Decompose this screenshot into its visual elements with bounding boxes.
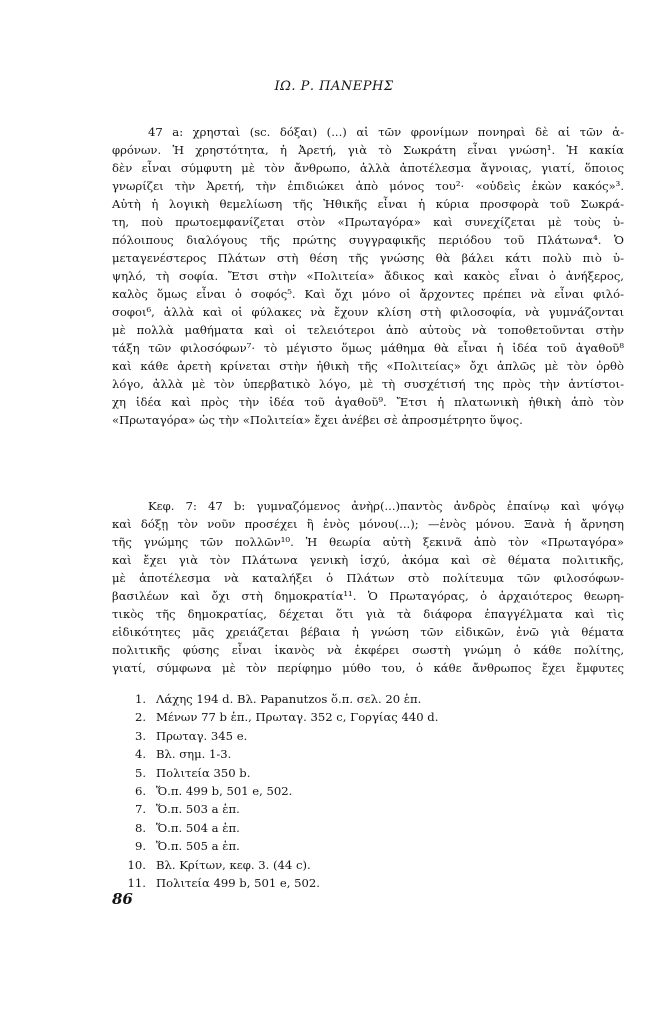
text-line: τάξη τῶν φιλοσόφων⁷· τὸ μέγιστο ὅμως μάθημα θὰ εἶναι ἡ ἰδέα τοῦ ἀγαθοῦ⁸: [112, 341, 624, 355]
footnote-text: Ὅ.π. 505 a ἑπ.: [156, 839, 240, 854]
footnote-number: 5.: [134, 765, 146, 780]
footnote-text: Ὅ.π. 504 a ἑπ.: [156, 820, 240, 835]
text-line: πόλοιπους διαλόγους τῆς πρώτης συγγραφικῆς περιόδου τοῦ Πλάτωνα⁴. Ὁ: [112, 233, 624, 247]
text-line: τη, ποὺ πρωτοεμφανίζεται στὸν «Πρωταγόρα» καὶ συνεχίζεται μὲ τοὺς ὑ-: [112, 215, 624, 229]
footnote: [112, 874, 624, 892]
text-line: μὲ πολλὰ μαθήματα καὶ οἱ τελειότεροι ἀπὸ αὐτοὺς νὰ τοποθετοῦνται στὴν: [112, 323, 624, 337]
footnotes-list: [112, 690, 624, 892]
text-line: σοφοι⁶, ἀλλὰ καὶ οἱ φύλακες νὰ ἔχουν κλίση στὴ φιλοσοφία, νὰ γυμνάζονται: [112, 305, 624, 319]
text-line: Κεφ. 7: 47 b: γυμναζόμενος ἀνὴρ(...)παντὸς ἀνδρὸς ἐπαίνῳ καὶ ψόγῳ: [148, 499, 624, 513]
text-line: πολιτικῆς φύσης εἶναι ἱκανὸς νὰ ἐκφέρει σωστὴ γνώμη ὁ κάθε πολίτης,: [112, 643, 624, 657]
footnote-text: Βλ. σημ. 1-3.: [156, 747, 232, 762]
text-line: τῆς γνώμης τῶν πολλῶν¹⁰. Ἡ θεωρία αὐτὴ ξεκινᾶ ἀπὸ τὸν «Πρωταγόρα»: [112, 535, 624, 549]
text-line: φρόνων. Ἡ χρηστότητα, ἡ Ἀρετή, γιὰ τὸ Σωκράτη εἶναι γνώση¹. Ἡ κακία: [112, 143, 624, 157]
text-line: χη ἰδέα καὶ πρὸς τὴν ἰδέα τοῦ ἀγαθοῦ⁹. Ἔτσι ἡ πλατωνικὴ ἠθικὴ ἀπὸ τὸν: [112, 395, 624, 409]
text-line: μὲ ἀποτέλεσμα νὰ καταλήξει ὁ Πλάτων στὸ πολίτευμα τῶν φιλοσόφων-: [112, 571, 624, 585]
text-line: Αὐτὴ ἡ λογικὴ θεμελίωση τῆς Ἠθικῆς εἶναι ἡ κύρια προσφορὰ τοῦ Σωκρά-: [112, 197, 624, 211]
footnote-text: Πολιτεία 499 b, 501 e, 502.: [156, 876, 320, 891]
footnote-number: 2.: [134, 710, 146, 725]
text-line: καὶ δόξῃ τὸν νοῦν προσέχει ἢ ἑνὸς μόνου(...); —ἑνὸς μόνου. Ξανὰ ἡ ἄρνηση: [112, 517, 624, 531]
page-number: 86: [112, 890, 133, 908]
footnote-text: Βλ. Κρίτων, κεφ. 3. (44 c).: [156, 857, 311, 872]
footnote-text: Πρωταγ. 345 e.: [156, 728, 248, 743]
footnote: [112, 800, 624, 818]
footnote: [112, 764, 624, 782]
text-line: βασιλέων καὶ ὄχι στὴ δημοκρατία¹¹. Ὁ Πρωταγόρας, ὁ ἀρχαιότερος θεωρη-: [112, 589, 624, 603]
footnote-text: Λάχης 194 d. Βλ. Papanutzos ὅ.π. σελ. 20 ἑπ.: [156, 692, 422, 706]
footnote: [112, 690, 624, 708]
text-line: ψηλό, τὴ σοφία. Ἔτσι στὴν «Πολιτεία» ἄδικος καὶ κακὸς εἶναι ὁ ἀνήξερος,: [112, 269, 624, 283]
text-line: δὲν εἶναι σύμφυτη μὲ τὸν ἄνθρωπο, ἀλλὰ ἀποτέλεσμα ἄγνοιας, γιατί, ὅποιος: [112, 161, 624, 175]
paragraph-1: [112, 123, 624, 429]
footnote-number: 3.: [134, 728, 146, 743]
text-line: καὶ ἔχει γιὰ τὸν Πλάτωνα γενικὴ ἰσχύ, ἀκόμα καὶ σὲ θέματα πολιτικῆς,: [112, 553, 624, 567]
footnote-text: Πολιτεία 350 b.: [156, 765, 251, 780]
text-line: καὶ κάθε ἀρετὴ κρίνεται στὴν ἠθικὴ τῆς «Πολιτείας» ὄχι ἁπλῶς μὲ τὸν ὀρθὸ: [112, 359, 624, 373]
running-header: ΙΩ. Ρ. ΠΑΝΕΡΗΣ: [274, 79, 394, 94]
paragraph-2: [112, 497, 624, 677]
footnote-number: 6.: [134, 784, 146, 799]
footnote-text: Μένων 77 b ἑπ., Πρωταγ. 352 c, Γοργίας 440 d.: [156, 710, 439, 725]
footnote-number: 10.: [127, 857, 146, 872]
footnote-number: 7.: [134, 802, 146, 817]
footnote: [112, 856, 624, 874]
text-line: γνωρίζει τὴν Ἀρετή, τὴν ἐπιδιώκει ἀπὸ μόνος του²· «οὐδεὶς ἑκὼν κακός»³.: [112, 179, 624, 193]
footnote-number: 4.: [134, 747, 146, 762]
text-line: 47 a: χρησταὶ (sc. δόξαι) (...) αἱ τῶν φρονίμων πονηραὶ δὲ αἱ τῶν ἀ-: [148, 125, 624, 139]
footnote: [112, 837, 624, 855]
footnote-number: 11.: [127, 876, 146, 891]
footnote: [112, 708, 624, 726]
text-line: καλὸς ὅμως εἶναι ὁ σοφός⁵. Καὶ ὄχι μόνο οἱ ἄρχοντες πρέπει νὰ εἶναι φιλό-: [112, 287, 624, 301]
footnote-text: Ὅ.π. 499 b, 501 e, 502.: [156, 784, 293, 799]
footnote-number: 8.: [134, 820, 146, 835]
footnote: [112, 745, 624, 763]
footnote-number: 1.: [134, 692, 146, 706]
footnote-text: Ὅ.π. 503 a ἑπ.: [156, 802, 240, 817]
text-line: γιατί, σύμφωνα μὲ τὸν περίφημο μύθο του, ὁ κάθε ἄνθρωπος ἔχει ἔμφυτες: [112, 661, 624, 675]
text-line: εἰδικότητες μᾶς χρειάζεται βέβαια ἡ γνώση τῶν εἰδικῶν, ἐνῶ γιὰ θέματα: [112, 625, 624, 639]
text-line: μεταγενέστερος Πλάτων στὴ θέση τῆς γνώσης θὰ βάλει κάτι πολὺ πιὸ ὑ-: [112, 251, 624, 265]
text-line: λόγο, ἀλλὰ μὲ τὸν ὑπερβατικὸ λόγο, μὲ τὴ συσχέτισή της πρὸς τὴν ἀντίστοι-: [112, 377, 624, 391]
footnote: [112, 727, 624, 745]
text-line: «Πρωταγόρα» ὡς τὴν «Πολιτεία» ἔχει ἀνέβει σὲ ἀπροσμέτρητο ὕψος.: [112, 413, 523, 427]
footnote: [112, 782, 624, 800]
footnote: [112, 819, 624, 837]
footnote-number: 9.: [134, 839, 146, 854]
text-line: τικὸς τῆς δημοκρατίας, δέχεται ὅτι γιὰ τὰ διάφορα ἐπαγγέλματα καὶ τὶς: [112, 607, 624, 621]
